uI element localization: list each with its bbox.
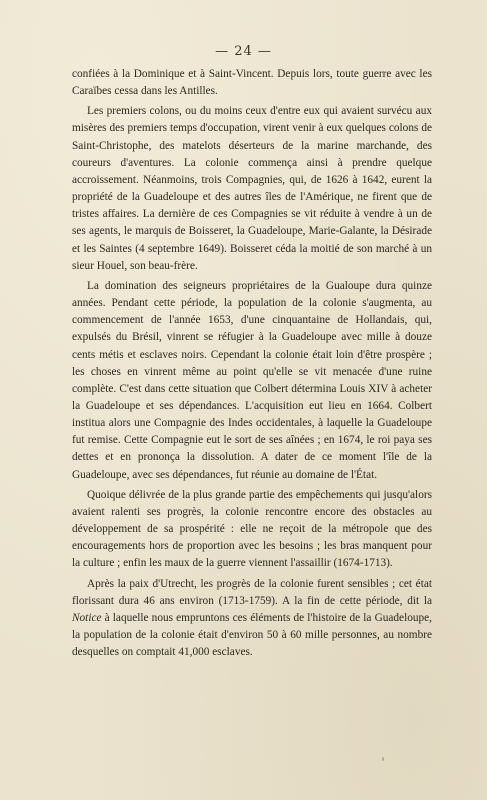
paragraph-3: La domination des seigneurs propriétaires de la Gualoupe dura quinze années. Pendant cette période, la population de la colonie s'augmenta, au commencement de l'année 1653, d'une cinquantaine de Hollandais, qui, expulsés du Brésil, vinrent se réfugier à la Guadeloupe avec mille à douze cents métis et esclaves noirs. Cependant la colonie était loin d'être prospère ; les choses en vinrent même au point qu'elle se vit menacée d'une ruine complète. C'est dans cette situation que Colbert détermina Louis XIV à acheter la Guadeloupe et ses dépendances. L'acquisition eut lieu en 1664. Colbert institua alors une Compagnie des Indes occidentales, à laquelle la Guadeloupe fut remise. Cette Compagnie eut le sort de ses aînées ; en 1674, le roi paya ses dettes et en prononça la dissolution. A dater de ce moment l'île de la Guadeloupe, avec ses dépendances, fut réunie au domaine de l'État. [72,279,432,481]
paragraph-5 [72,576,432,662]
paper-speck [262,596,264,598]
page-number: — 24 — [215,44,272,59]
paragraph-2: Les premiers colons, ou du moins ceux d'entre eux qui avaient survécu aux misères des premiers temps d'occupation, virent venir à eux quelques colons de Saint-Christophe, des matelots déserteurs de la marine marchande, des coureurs d'aventures. La colonie commença ainsi à prendre quelque accroissement. Néanmoins, trois Compagnies, qui, de 1626 à 1642, eurent la propriété de la Guadeloupe et des autres îles de l'Amérique, ne firent que de tristes affaires. La dernière de ces Compagnies se vit réduite à vendre à un de ses agents, le marquis de Boisseret, la Guadeloupe, Marie-Galante, la Désirade et les Saintes (4 septembre 1649). Boisseret céda la moitié de son marché à un sieur Houel, son beau-frère. [72,105,432,272]
body-text [72,66,432,661]
paragraph-5-text-after: à laquelle nous empruntons ces éléments de l'histoire de la Guadeloupe, la population de la colonie était d'environ 50 à 60 mille personnes, au nombre desquelles on comptait 41,000 esclaves. [72,611,432,659]
paragraph-1: confiées à la Dominique et à Saint-Vincent. Depuis lors, toute guerre avec les Caraïbes cessa dans les Antilles. [72,68,432,98]
paper-speck [382,757,384,761]
paragraph-5-text-before: Après la paix d'Utrecht, les progrès de la colonie furent sensibles ; cet état florissant dura 46 ans environ (1713-1759). A la fin de cette période, dit la [72,577,432,607]
paragraph-4: Quoique délivrée de la plus grande partie des empêchements qui jusqu'alors avaient ralenti ses progrès, la colonie rencontre encore des obstacles au développement de sa prospérité : elle ne reçoit de la métropole que des encouragements hors de proportion avec les besoins ; les bras manquent pour la culture ; enfin les maux de la guerre viennent l'assaillir (1674-1713). [72,488,432,570]
notice-italic-word: Notice [72,611,102,624]
